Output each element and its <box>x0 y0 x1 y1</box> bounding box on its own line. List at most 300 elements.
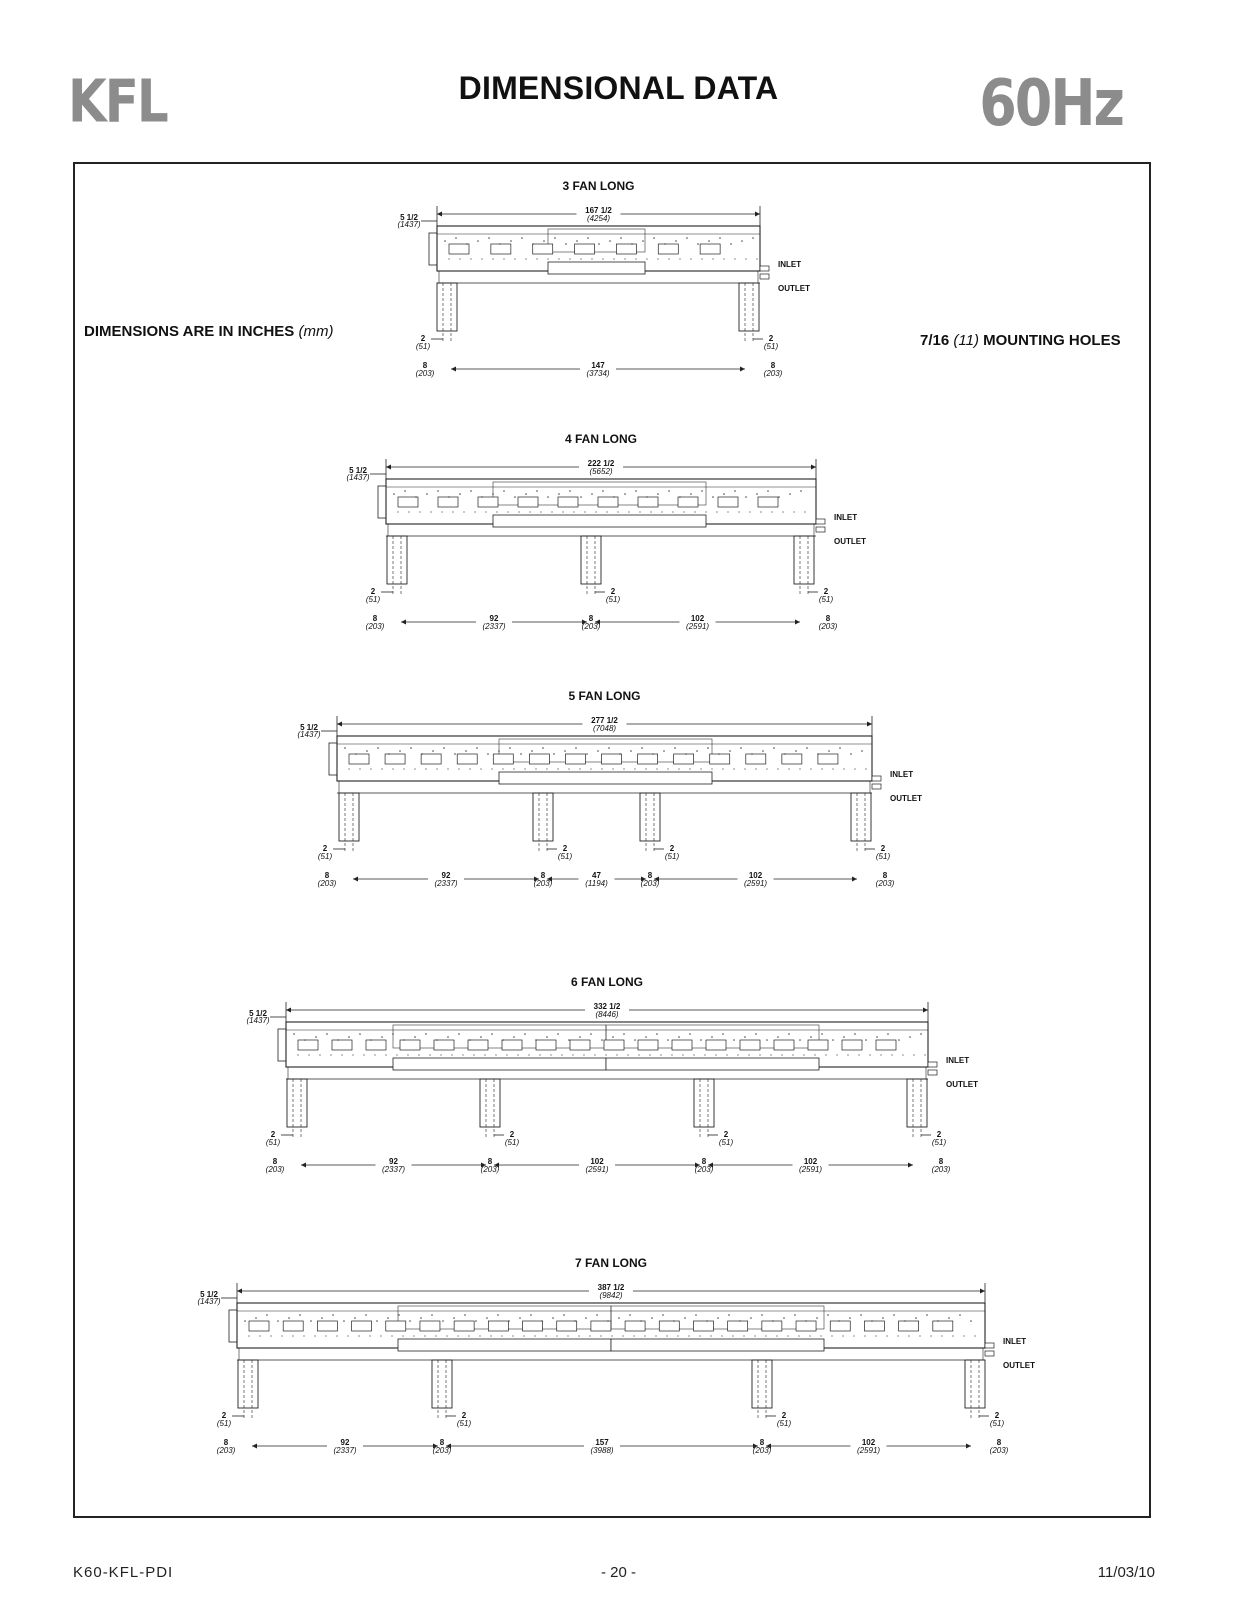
leg-width-in: 2 <box>936 1130 942 1139</box>
rivet-dot <box>535 1039 537 1041</box>
rivet-dot <box>474 511 475 512</box>
rivet-dot <box>388 753 390 755</box>
rivet-dot <box>684 1317 686 1319</box>
rivet-dot <box>678 768 679 769</box>
rivet-dot <box>393 493 395 495</box>
rivet-dot <box>809 1335 810 1336</box>
fan-access-panel <box>298 1040 318 1050</box>
rivet-dot <box>695 1314 697 1316</box>
rivet-dot <box>832 1039 834 1041</box>
leg-width-mm: (51) <box>776 1419 792 1428</box>
rivet-dot <box>344 747 346 749</box>
rivet-dot <box>497 1314 499 1316</box>
rivet-dot <box>304 1039 306 1041</box>
rivet-dot <box>568 1039 570 1041</box>
rivet-dot <box>761 1314 763 1316</box>
unit-drawing-6-fan <box>246 975 978 1174</box>
rivet-dot <box>396 1054 397 1055</box>
rivet-dot <box>458 1033 460 1035</box>
span-mm: (3734) <box>586 369 610 378</box>
leg-width-mm: (51) <box>265 1138 281 1147</box>
rivet-dot <box>591 493 593 495</box>
dimension-arrowhead <box>286 1008 291 1013</box>
rivet-dot <box>908 1335 909 1336</box>
height-in: 5 1/2 <box>349 466 367 475</box>
inlet-label: INLET <box>778 260 802 269</box>
support-leg <box>480 1079 500 1127</box>
rivet-dot <box>421 753 423 755</box>
leg-width-mm: (51) <box>504 1138 520 1147</box>
rivet-dot <box>297 1054 298 1055</box>
fan-access-panel <box>876 1040 896 1050</box>
rivet-dot <box>723 258 724 259</box>
rivet-dot <box>600 1335 601 1336</box>
unit-drawing-3-fan <box>397 179 810 378</box>
rivet-dot <box>359 1033 361 1035</box>
fan-access-panel <box>808 1040 828 1050</box>
support-leg <box>581 536 601 584</box>
support-leg <box>907 1079 927 1127</box>
fan-access-panel <box>386 1321 406 1331</box>
support-leg <box>339 793 359 841</box>
rivet-dot <box>534 1335 535 1336</box>
rivet-dot <box>498 750 500 752</box>
control-box <box>429 233 437 265</box>
fan-access-panel <box>700 244 720 254</box>
rivet-dot <box>668 490 670 492</box>
rivet-dot <box>893 1314 895 1316</box>
rivet-dot <box>563 1314 565 1316</box>
rivet-dot <box>399 750 401 752</box>
rivet-dot <box>447 1036 449 1038</box>
edge-offset-mm: (203) <box>818 622 838 631</box>
edge-offset-mm: (203) <box>317 879 337 888</box>
rivet-dot <box>805 1320 807 1322</box>
rivet-dot <box>403 1039 405 1041</box>
fan-access-panel <box>638 754 658 764</box>
support-leg <box>752 1360 772 1408</box>
rivet-dot <box>532 243 534 245</box>
fan-access-panel <box>421 754 441 764</box>
leg-width-in: 2 <box>322 844 328 853</box>
fan-access-panel <box>842 1040 862 1050</box>
fan-access-panel <box>678 497 698 507</box>
rivet-dot <box>793 511 794 512</box>
fan-access-panel <box>438 497 458 507</box>
rivet-dot <box>513 1036 515 1038</box>
leg-width-mm: (51) <box>664 852 680 861</box>
span-in: 102 <box>690 614 705 623</box>
rivet-dot <box>689 1033 691 1035</box>
rivet-dot <box>491 768 492 769</box>
edge-offset-in: 8 <box>938 1157 944 1166</box>
rivet-dot <box>836 1054 837 1055</box>
rivet-dot <box>520 753 522 755</box>
rivet-dot <box>541 1320 543 1322</box>
fan-access-panel <box>398 497 418 507</box>
rivet-dot <box>915 1317 917 1319</box>
fan-access-panel <box>604 1040 624 1050</box>
rivet-dot <box>343 1320 345 1322</box>
rivet-dot <box>606 511 607 512</box>
rivet-dot <box>620 237 622 239</box>
fan-access-panel <box>478 497 498 507</box>
fan-access-panel <box>454 1321 474 1331</box>
rivet-dot <box>325 1335 326 1336</box>
fan-access-panel <box>674 754 694 764</box>
rivet-dot <box>376 1320 378 1322</box>
support-leg <box>533 793 553 841</box>
rivet-dot <box>806 747 808 749</box>
fan-access-panel <box>558 497 578 507</box>
rivet-dot <box>646 258 647 259</box>
rivet-dot <box>640 1320 642 1322</box>
leg-width-in: 2 <box>723 1130 729 1139</box>
rivet-dot <box>700 1039 702 1041</box>
rivet-dot <box>477 240 479 242</box>
rivet-dot <box>540 511 541 512</box>
rivet-dot <box>348 768 349 769</box>
rivet-dot <box>723 493 725 495</box>
rivet-dot <box>777 768 778 769</box>
edge-offset-mm: (203) <box>752 1446 772 1455</box>
rivet-dot <box>569 490 571 492</box>
inlet-connection <box>985 1343 994 1348</box>
rivet-dot <box>454 753 456 755</box>
support-leg <box>965 1360 985 1408</box>
rivet-dot <box>308 1054 309 1055</box>
span-in: 92 <box>389 1157 398 1166</box>
fan-access-panel <box>762 1321 782 1331</box>
dimension-arrowhead <box>252 1444 257 1449</box>
rivet-dot <box>491 1033 493 1035</box>
rivet-dot <box>792 1054 793 1055</box>
span-mm: (2337) <box>333 1446 357 1455</box>
rivet-dot <box>415 496 417 498</box>
span-in: 102 <box>861 1438 876 1447</box>
inlet-label: INLET <box>946 1056 970 1065</box>
leg-width-in: 2 <box>370 587 376 596</box>
rivet-dot <box>392 1033 394 1035</box>
rivet-dot <box>366 750 368 752</box>
rivet-dot <box>711 768 712 769</box>
footer-doc-code: K60-KFL-PDI <box>73 1564 174 1581</box>
fan-access-panel <box>602 754 622 764</box>
rivet-dot <box>783 1317 785 1319</box>
rivet-dot <box>634 1039 636 1041</box>
edge-offset-mm: (203) <box>432 1446 452 1455</box>
rivet-dot <box>732 1335 733 1336</box>
rivet-dot <box>466 243 468 245</box>
rivet-dot <box>464 1314 466 1316</box>
rivet-dot <box>545 1335 546 1336</box>
fan-access-panel <box>796 1321 816 1331</box>
outlet-label: OUTLET <box>946 1080 978 1089</box>
rivet-dot <box>828 750 830 752</box>
edge-offset-mm: (203) <box>365 622 385 631</box>
rivet-dot <box>509 747 511 749</box>
rivet-dot <box>485 511 486 512</box>
rivet-dot <box>930 1335 931 1336</box>
rivet-dot <box>622 1335 623 1336</box>
leg-width-mm: (51) <box>763 342 779 351</box>
height-in: 5 1/2 <box>249 1009 267 1018</box>
rivet-dot <box>751 753 753 755</box>
rivet-dot <box>578 1335 579 1336</box>
header-box <box>548 262 645 274</box>
rivet-dot <box>453 1317 455 1319</box>
rivet-dot <box>842 1335 843 1336</box>
fan-access-panel <box>317 1321 337 1331</box>
rivet-dot <box>574 1320 576 1322</box>
header-box <box>611 1339 824 1351</box>
dimension-arrowhead <box>337 722 342 727</box>
rivet-dot <box>937 1320 939 1322</box>
dimension-arrowhead <box>301 1163 306 1168</box>
span-mm: (2591) <box>585 1165 609 1174</box>
dimension-arrowhead <box>811 465 816 470</box>
rivet-dot <box>557 1033 559 1035</box>
edge-offset-in: 8 <box>272 1157 278 1166</box>
edge-offset-mm: (203) <box>763 369 783 378</box>
control-box <box>278 1029 286 1061</box>
rivet-dot <box>481 496 483 498</box>
fan-access-panel <box>672 1040 692 1050</box>
rivet-dot <box>336 1335 337 1336</box>
rivet-dot <box>398 1314 400 1316</box>
rivet-dot <box>529 511 530 512</box>
rivet-dot <box>741 240 743 242</box>
edge-offset-in: 8 <box>439 1438 445 1447</box>
rivet-dot <box>558 493 560 495</box>
rivet-dot <box>440 1054 441 1055</box>
edge-offset-in: 8 <box>540 871 546 880</box>
rivet-dot <box>674 747 676 749</box>
rivet-dot <box>584 511 585 512</box>
rivet-dot <box>715 1054 716 1055</box>
support-leg <box>851 793 871 841</box>
fan-access-panel <box>449 244 469 254</box>
fan-access-panel <box>782 754 802 764</box>
mounting-holes-size: 7/16 <box>920 332 950 349</box>
mounting-holes-mm: (11) <box>953 332 979 349</box>
outlet-connection <box>928 1070 937 1075</box>
rivet-dot <box>448 258 449 259</box>
rivet-dot <box>547 496 549 498</box>
rivet-dot <box>404 490 406 492</box>
fan-access-panel <box>332 1040 352 1050</box>
rivet-dot <box>528 1054 529 1055</box>
rivet-dot <box>499 243 501 245</box>
rivet-dot <box>611 1335 612 1336</box>
rivet-dot <box>697 243 699 245</box>
rivet-dot <box>776 1335 777 1336</box>
leg-width-in: 2 <box>768 334 774 343</box>
rivet-dot <box>430 511 431 512</box>
rivet-dot <box>711 1036 713 1038</box>
span-in: 92 <box>489 614 499 623</box>
unit-title: 3 FAN LONG <box>562 179 635 193</box>
header-box <box>493 515 706 527</box>
fan-access-panel <box>488 1321 508 1331</box>
rivet-dot <box>562 511 563 512</box>
rivet-dot <box>869 1054 870 1055</box>
rivet-dot <box>766 1039 768 1041</box>
rivet-dot <box>392 768 393 769</box>
fan-access-panel <box>491 244 511 254</box>
support-leg <box>238 1360 258 1408</box>
fan-access-panel <box>557 1321 577 1331</box>
rivet-dot <box>633 1335 634 1336</box>
rivet-dot <box>696 750 698 752</box>
control-box <box>229 1310 237 1342</box>
rivet-dot <box>475 1320 477 1322</box>
rivet-dot <box>716 511 717 512</box>
inlet-connection <box>816 519 825 524</box>
rivet-dot <box>568 768 569 769</box>
fan-access-panel <box>570 1040 590 1050</box>
rivet-dot <box>341 1054 342 1055</box>
rivet-dot <box>722 768 723 769</box>
rivet-dot <box>524 1033 526 1035</box>
rivet-dot <box>694 511 695 512</box>
rivet-dot <box>710 1335 711 1336</box>
rivet-dot <box>733 768 734 769</box>
rivet-dot <box>734 490 736 492</box>
rivet-dot <box>831 1335 832 1336</box>
dimension-arrowhead <box>740 367 745 372</box>
rivet-dot <box>897 1335 898 1336</box>
rivet-dot <box>506 1054 507 1055</box>
rivet-dot <box>602 258 603 259</box>
rivet-dot <box>347 1335 348 1336</box>
dimension-arrowhead <box>980 1289 985 1294</box>
rivet-dot <box>425 768 426 769</box>
rivet-dot <box>337 1039 339 1041</box>
fan-access-panel <box>352 1321 372 1331</box>
rivet-dot <box>734 258 735 259</box>
rivet-dot <box>748 1054 749 1055</box>
rivet-dot <box>518 511 519 512</box>
fan-access-panel <box>659 1321 679 1331</box>
footer-page-number: - 20 - <box>600 1564 636 1581</box>
rivet-dot <box>624 493 626 495</box>
rivet-dot <box>666 1335 667 1336</box>
support-leg <box>387 536 407 584</box>
rivet-dot <box>288 1317 290 1319</box>
rivet-dot <box>733 1039 735 1041</box>
rivet-dot <box>655 1335 656 1336</box>
rivet-dot <box>470 258 471 259</box>
rivet-dot <box>623 1033 625 1035</box>
rivet-dot <box>319 1054 320 1055</box>
rivet-dot <box>558 258 559 259</box>
rivet-dot <box>550 1054 551 1055</box>
rivet-dot <box>486 1317 488 1319</box>
page-title: DIMENSIONAL DATA <box>458 70 779 106</box>
rivet-dot <box>959 1314 961 1316</box>
rivet-dot <box>635 490 637 492</box>
rivet-dot <box>369 1335 370 1336</box>
rivet-dot <box>459 493 461 495</box>
fan-access-panel <box>283 1321 303 1331</box>
rivet-dot <box>469 1039 471 1041</box>
rivet-dot <box>817 753 819 755</box>
height-mm: (1437) <box>297 730 321 739</box>
edge-offset-mm: (203) <box>931 1165 951 1174</box>
edge-offset-mm: (203) <box>581 622 601 631</box>
rivet-dot <box>683 511 684 512</box>
rivet-dot <box>414 768 415 769</box>
height-in: 5 1/2 <box>200 1290 218 1299</box>
rivet-dot <box>326 1033 328 1035</box>
rivet-dot <box>641 747 643 749</box>
leg-width-mm: (51) <box>415 342 431 351</box>
rivet-dot <box>481 258 482 259</box>
span-mm: (3988) <box>590 1446 614 1455</box>
height-in: 5 1/2 <box>300 723 318 732</box>
leg-width-in: 2 <box>509 1130 515 1139</box>
rivet-dot <box>601 768 602 769</box>
rivet-dot <box>255 1317 257 1319</box>
rivet-dot <box>712 496 714 498</box>
rivet-dot <box>315 1036 317 1038</box>
rivet-dot <box>546 768 547 769</box>
rivet-dot <box>795 750 797 752</box>
fan-access-panel <box>818 754 838 764</box>
rivet-dot <box>657 493 659 495</box>
dimension-arrowhead <box>795 620 800 625</box>
rivet-dot <box>849 1317 851 1319</box>
rivet-dot <box>514 496 516 498</box>
rivet-dot <box>677 1335 678 1336</box>
fan-access-panel <box>366 1040 386 1050</box>
leg-width-in: 2 <box>880 844 886 853</box>
rivet-dot <box>657 258 658 259</box>
rivet-dot <box>644 1335 645 1336</box>
rivet-dot <box>513 768 514 769</box>
rivet-dot <box>553 753 555 755</box>
span-in: 102 <box>748 871 763 880</box>
rivet-dot <box>861 750 863 752</box>
rivet-dot <box>381 768 382 769</box>
rivet-dot <box>624 258 625 259</box>
rivet-dot <box>618 1317 620 1319</box>
rivet-dot <box>749 511 750 512</box>
fan-access-panel <box>625 1321 645 1331</box>
rivet-dot <box>314 1335 315 1336</box>
overall-length-mm: (7048) <box>592 724 617 733</box>
rivet-dot <box>843 1036 845 1038</box>
kfl-logo: KFL <box>68 67 167 136</box>
support-leg <box>794 536 814 584</box>
rivet-dot <box>596 1314 598 1316</box>
rivet-dot <box>410 747 412 749</box>
rivet-dot <box>281 1335 282 1336</box>
rivet-dot <box>609 240 611 242</box>
rivet-dot <box>854 768 855 769</box>
leg-width-mm: (51) <box>818 595 834 604</box>
rivet-dot <box>525 258 526 259</box>
dimension-arrowhead <box>401 620 406 625</box>
dimension-arrowhead <box>923 1008 928 1013</box>
span-in: 147 <box>591 361 605 370</box>
outlet-connection <box>760 274 769 279</box>
rivet-dot <box>510 240 512 242</box>
rivet-dot <box>623 768 624 769</box>
dimension-arrowhead <box>867 722 872 727</box>
rivet-dot <box>904 1320 906 1322</box>
